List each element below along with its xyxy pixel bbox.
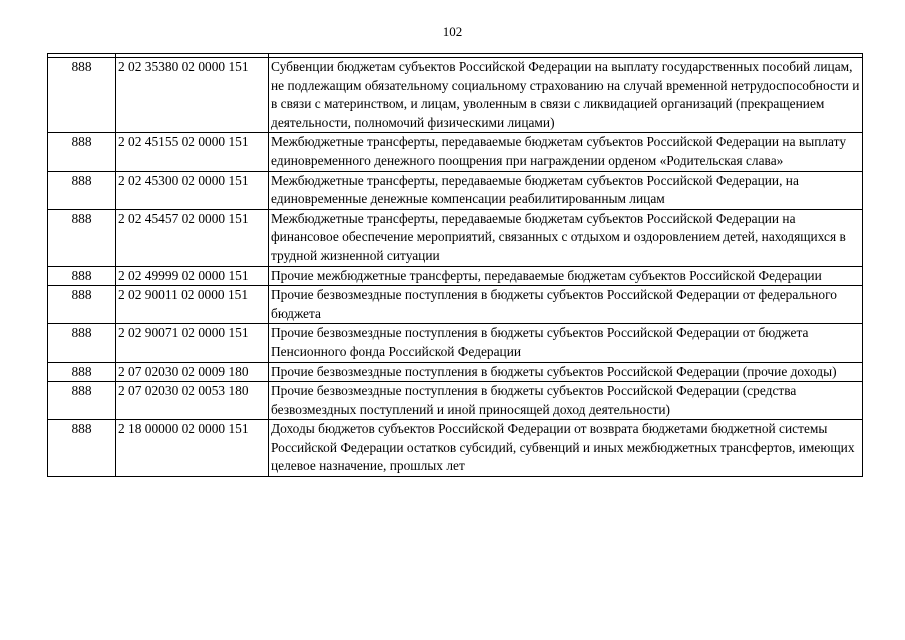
revenue-code-cell: 2 02 90011 02 0000 151	[116, 286, 269, 324]
admin-code-cell: 888	[48, 324, 116, 362]
page-number: 102	[442, 24, 463, 39]
table-row	[48, 171, 863, 209]
table-row	[48, 286, 863, 324]
description-cell: Прочие межбюджетные трансферты, передаваемые бюджетам субъектов Российской Федерации	[269, 266, 863, 286]
revenue-code-cell: 2 07 02030 02 0009 180	[116, 362, 269, 382]
budget-codes-table	[47, 53, 863, 477]
revenue-code-cell: 2 02 45300 02 0000 151	[116, 171, 269, 209]
admin-code-cell: 888	[48, 420, 116, 477]
revenue-code-cell: 2 02 35380 02 0000 151	[116, 58, 269, 133]
description-cell: Межбюджетные трансферты, передаваемые бюджетам субъектов Российской Федерации на финансовое обеспечение мероприятий, связанных с отдыхом и оздоровлением детей, находящихся в трудной жизненной ситуации	[269, 209, 863, 266]
table-row	[48, 266, 863, 286]
revenue-code-cell: 2 02 90071 02 0000 151	[116, 324, 269, 362]
table-row	[48, 58, 863, 133]
admin-code-cell: 888	[48, 133, 116, 171]
description-cell: Прочие безвозмездные поступления в бюджеты субъектов Российской Федерации от бюджета Пенсионного фонда Российской Федерации	[269, 324, 863, 362]
description-cell: Субвенции бюджетам субъектов Российской Федерации на выплату государственных пособий лицам, не подлежащим обязательному социальному страхованию на случай временной нетрудоспособности и в связи с материнством, и лицам, уволенным в связи с ликвидацией организаций (прекращением деятельности, полномочий физическими лицами)	[269, 58, 863, 133]
table-row	[48, 133, 863, 171]
description-cell: Прочие безвозмездные поступления в бюджеты субъектов Российской Федерации (прочие доходы)	[269, 362, 863, 382]
description-cell: Доходы бюджетов субъектов Российской Федерации от возврата бюджетами бюджетной системы Российской Федерации остатков субсидий, субвенций и иных межбюджетных трансфертов, имеющих целевое назначение, прошлых лет	[269, 420, 863, 477]
table-body	[48, 54, 863, 477]
table-row	[48, 362, 863, 382]
description-cell: Межбюджетные трансферты, передаваемые бюджетам субъектов Российской Федерации на выплату единовременного денежного поощрения при награждении орденом «Родительская слава»	[269, 133, 863, 171]
table-row	[48, 324, 863, 362]
admin-code-cell: 888	[48, 286, 116, 324]
description-cell: Прочие безвозмездные поступления в бюджеты субъектов Российской Федерации от федерального бюджета	[269, 286, 863, 324]
revenue-code-cell: 2 02 45457 02 0000 151	[116, 209, 269, 266]
admin-code-cell: 888	[48, 58, 116, 133]
description-cell: Прочие безвозмездные поступления в бюджеты субъектов Российской Федерации (средства безвозмездных поступлений и иной приносящей доход деятельности)	[269, 382, 863, 420]
admin-code-cell: 888	[48, 171, 116, 209]
admin-code-cell: 888	[48, 209, 116, 266]
table-row	[48, 209, 863, 266]
revenue-code-cell: 2 07 02030 02 0053 180	[116, 382, 269, 420]
table-row	[48, 382, 863, 420]
revenue-code-cell: 2 02 45155 02 0000 151	[116, 133, 269, 171]
description-cell: Межбюджетные трансферты, передаваемые бюджетам субъектов Российской Федерации, на единовременные денежные компенсации реабилитированным лицам	[269, 171, 863, 209]
admin-code-cell: 888	[48, 382, 116, 420]
admin-code-cell: 888	[48, 266, 116, 286]
admin-code-cell: 888	[48, 362, 116, 382]
table-row	[48, 420, 863, 477]
revenue-code-cell: 2 02 49999 02 0000 151	[116, 266, 269, 286]
revenue-code-cell: 2 18 00000 02 0000 151	[116, 420, 269, 477]
